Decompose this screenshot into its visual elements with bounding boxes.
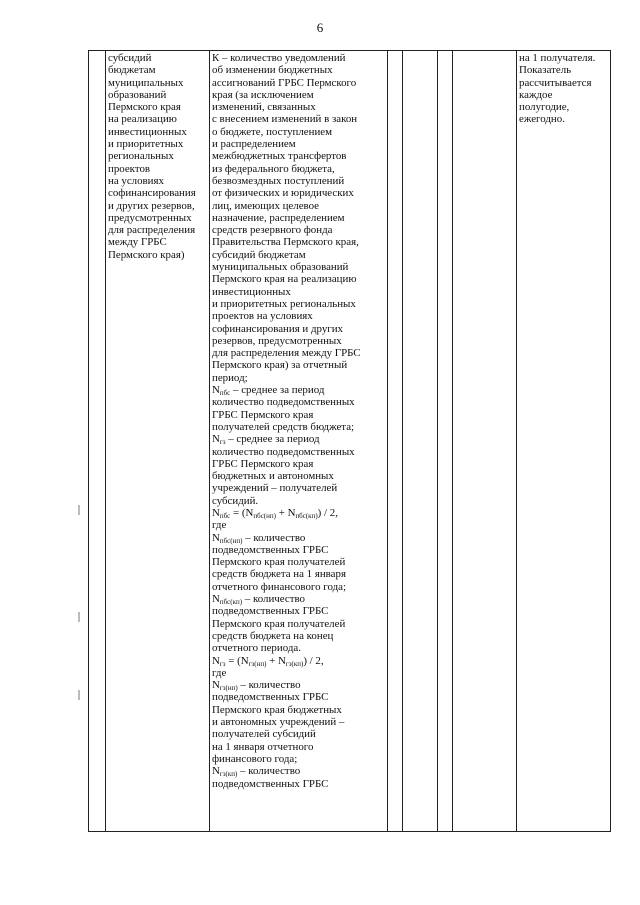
n-gz-definition: $N_{гз}$ – среднее за период количество подведомственных ГРБС Пермского края бюджетных и автономных учреждений – получателей субсидий. (212, 433, 355, 507)
formula-cell (210, 51, 388, 832)
note-cell (517, 51, 611, 832)
n-pbs-definition: $N_{пбс}$ – среднее за период количество подведомственных ГРБС Пермского края получателей средств бюджета; (212, 384, 355, 433)
left-edge-mark (78, 690, 80, 700)
n-pbs-kp-definition: $N_{пбс(кп)}$ – количество подведомственных ГРБС Пермского края получателей средств бюджета на конец отчетного периода. (212, 593, 346, 655)
formula-intro-text: К – количество уведомлений об изменении бюджетных ассигнований ГРБС Пермского края (за исключением изменений, связанных с внесением изменений в закон о бюджете, поступлением и распределением межбюджетных трансфертов из федерального бюджета, безвозмездных поступлений от физических и юридических лиц, имеющих целевое назначение, распределением средств резервного фонда Правительства Пермского края, субсидий бюджетам муниципальных образований Пермского края на реализацию инвестиционных и приоритетных региональных проектов на условиях софинансирования и других резервов, предусмотренных для распределения между ГРБС Пермского края) за отчетный период; (212, 52, 361, 384)
empty-cell (438, 51, 453, 832)
indicator-table (88, 50, 611, 832)
left-edge-mark (78, 505, 80, 515)
empty-cell (388, 51, 403, 832)
number-cell (89, 51, 106, 832)
left-edge-mark (78, 612, 80, 622)
page-number: 6 (316, 20, 324, 35)
n-pbs-np-definition: $N_{пбс(нп)}$ – количество подведомственных ГРБС Пермского края получателей средств бюджета на 1 января отчетного финансового года; (212, 531, 347, 593)
n-gz-kp-definition: $N_{гз(кп)}$ – количество подведомственных ГРБС (212, 765, 329, 790)
note-text: на 1 получателя. Показатель рассчитывается каждое полугодие, ежегодно. (519, 52, 596, 126)
empty-cell (403, 51, 438, 832)
empty-cell (453, 51, 517, 832)
indicator-name-cell (106, 51, 210, 832)
n-gz-np-definition: $N_{гз(нп)}$ – количество подведомственных ГРБС Пермского края бюджетных и автономных учреждений – получателей субсидий на 1 января отчетного финансового года; (212, 679, 345, 765)
indicator-name-text: субсидий бюджетам муниципальных образований Пермского края на реализацию инвестиционных и приоритетных региональных проектов на условиях софинансирования и других резервов, предусмотренных для распределения между ГРБС Пермского края) (108, 52, 196, 261)
formula-pbs: $N_{пбс} = (N_{пбс(нп)} + N_{пбс(кп)}) / 2$, где (212, 506, 338, 532)
formula-gz: $N_{гз} = (N_{гз(нп)} + N_{гз(кп)}) / 2$, где (212, 654, 324, 679)
table-row (89, 51, 611, 832)
